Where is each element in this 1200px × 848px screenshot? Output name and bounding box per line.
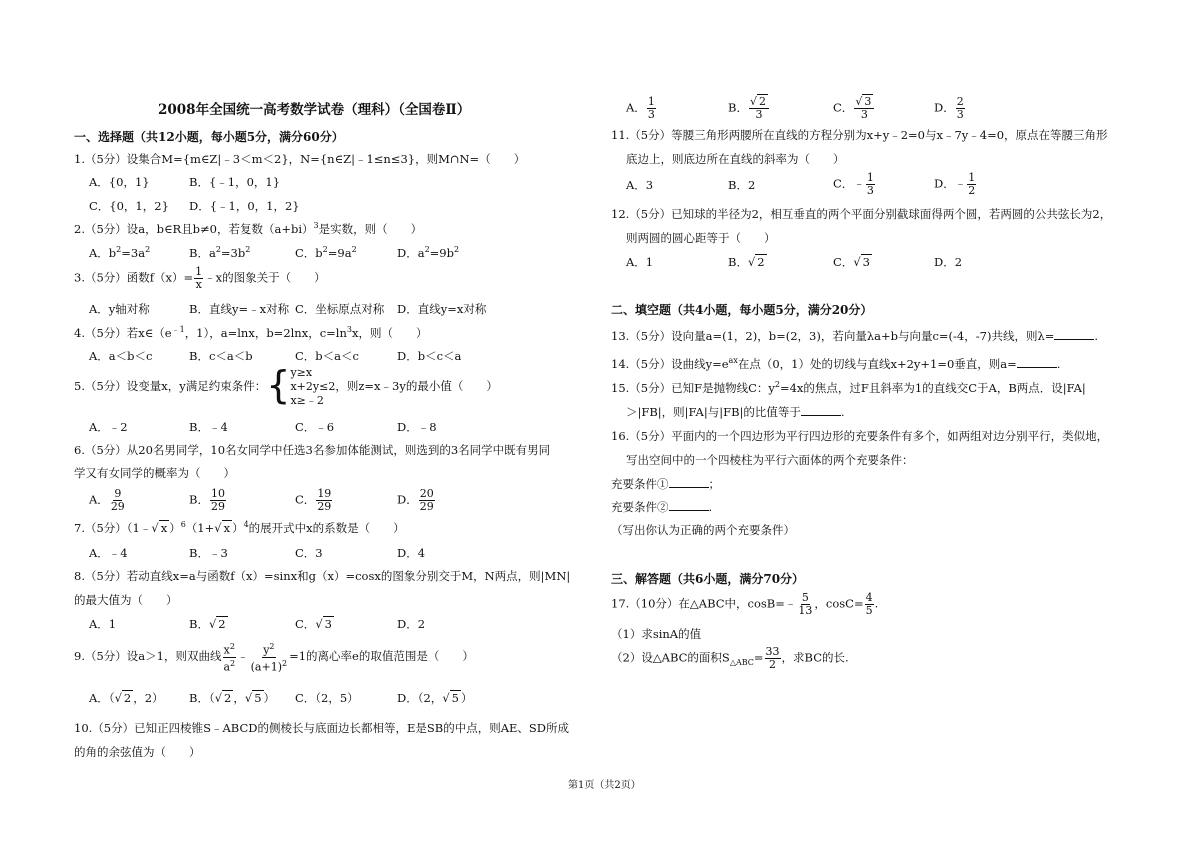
q3-option-a[interactable]: A．y轴对称 bbox=[89, 302, 150, 316]
question-13: 13.（5分）设向量a=(1，2)，b=(2，3)，若向量λa+b与向量c=(-4，-7)共线，则λ= . bbox=[611, 329, 1099, 343]
q10-option-b[interactable]: B． $\frac{√ 2}{3}$ bbox=[728, 96, 770, 121]
q14-answer-blank[interactable] bbox=[1017, 356, 1057, 368]
sqrt-x: √ x bbox=[151, 521, 168, 535]
q7-option-b[interactable]: B．﹣3 bbox=[189, 546, 228, 560]
section-choice-header: 一、选择题（共12小题，每小题5分，满分60分） bbox=[74, 130, 344, 144]
q4-option-d[interactable]: D．b＜c＜a bbox=[397, 349, 462, 363]
q2-option-c[interactable]: C．$b^2=9a^2$ bbox=[295, 245, 357, 260]
q8-option-c[interactable]: C．√ 3 bbox=[295, 617, 332, 631]
q16-condition-1: 充要条件① ； bbox=[611, 477, 720, 491]
q11-option-a[interactable]: A．3 bbox=[626, 178, 654, 192]
q1-option-b[interactable]: B．{﹣1，0，1} bbox=[189, 175, 281, 189]
question-17: 17.（10分）在△ABC中，cosB=﹣ $\frac{5}{13}$ ，cosC= $\frac{4}{5}$ . bbox=[611, 591, 879, 617]
question-16-line2: 写出空间中的一个四棱柱为平行六面体的两个充要条件： bbox=[626, 453, 914, 467]
question-14: 14.（5分）设曲线$y=e^{ax}$在点（0，1）处的切线与直线x+2y+1=0垂直，则a= . bbox=[611, 356, 1061, 371]
q13-answer-blank[interactable] bbox=[1054, 328, 1094, 340]
q7-option-a[interactable]: A．﹣4 bbox=[89, 546, 128, 560]
question-11-line2: 底边上，则底边所在直线的斜率为（ ） bbox=[626, 152, 845, 166]
question-6-line1: 6.（5分）从20名男同学，10名女同学中任选3名参加体能测试，则选到的3名同学中既有男同 bbox=[74, 443, 551, 457]
question-8-line2: 的最大值为（ ） bbox=[74, 593, 178, 607]
q2-option-b[interactable]: B．$a^2=3b^2$ bbox=[189, 245, 251, 260]
page-title: 2008年全国统一高考数学试卷（理科）（全国卷Ⅱ） bbox=[158, 102, 471, 118]
question-4: 4.（5分）若$x\in(e^{﹣1}$，1），a=lnx，b=2lnx，$c=\ln^3x$，则（ ） bbox=[74, 325, 428, 340]
q4-option-b[interactable]: B．c＜a＜b bbox=[189, 349, 253, 363]
q15-answer-blank[interactable] bbox=[801, 404, 841, 416]
q12-option-a[interactable]: A．1 bbox=[626, 255, 654, 269]
question-15-line2: ＞|FB|，则|FA|与|FB|的比值等于 . bbox=[626, 405, 845, 419]
q9-option-b[interactable]: B．（√ 2 ，√ 5 ） bbox=[189, 691, 276, 705]
q5-option-d[interactable]: D．﹣8 bbox=[397, 420, 437, 434]
q10-option-d[interactable]: D． $\frac{2}{3}$ bbox=[934, 95, 964, 121]
q6-option-a[interactable]: A． $\frac{9}{29}$ bbox=[89, 487, 125, 513]
q16-note: （写出你认为正确的两个充要条件） bbox=[611, 523, 795, 537]
q8-option-a[interactable]: A．1 bbox=[89, 617, 117, 631]
q5-option-b[interactable]: B．﹣4 bbox=[189, 420, 228, 434]
question-12-line1: 12.（5分）已知球的半径为2，相互垂直的两个平面分别截球面得两个圆，若两圆的公共弦长为2， bbox=[611, 207, 1112, 221]
q8-option-b[interactable]: B．√ 2 bbox=[189, 617, 226, 631]
question-8-line1: 8.（5分）若动直线x=a与函数f（x）=sinx和g（x）=cosx的图象分别交于M，N两点，则|MN| bbox=[74, 569, 571, 583]
q3-option-b[interactable]: B．直线y=﹣x对称 bbox=[189, 302, 290, 316]
q1-option-d[interactable]: D．{﹣1，0，1，2} bbox=[189, 199, 300, 213]
question-10-line2: 的角的余弦值为（ ） bbox=[74, 745, 201, 759]
q10-option-a[interactable]: A． $\frac{1}{3}$ bbox=[626, 95, 655, 121]
q5-option-a[interactable]: A．﹣2 bbox=[89, 420, 128, 434]
q17-part-2: （2）设△ABC的面积$S_{\triangle ABC}=$ $\frac{33}{2}$ ，求BC的长. bbox=[611, 645, 849, 671]
q17-part-1: （1）求sinA的值 bbox=[611, 627, 702, 641]
q3-option-c[interactable]: C．坐标原点对称 bbox=[295, 302, 385, 316]
question-16-line1: 16.（5分）平面内的一个四边形为平行四边形的充要条件有多个，如两组对边分别平行，类似地， bbox=[611, 429, 1109, 443]
q6-option-b[interactable]: B． $\frac{10}{29}$ bbox=[189, 487, 225, 513]
q6-option-c[interactable]: C． $\frac{19}{29}$ bbox=[295, 487, 332, 513]
q5-option-c[interactable]: C．﹣6 bbox=[295, 420, 335, 434]
section-fill-header: 二、填空题（共4小题，每小题5分，满分20分） bbox=[611, 303, 873, 317]
q1-option-a[interactable]: A．{0，1} bbox=[89, 175, 150, 189]
question-2: 2.（5分）设a，b∈R且b≠0，若复数$(a+bi)^3$是实数，则（ ） bbox=[74, 221, 423, 236]
q9-option-d[interactable]: D．（2，√ 5 ） bbox=[397, 691, 473, 705]
q7-option-c[interactable]: C．3 bbox=[295, 546, 323, 560]
q9-option-c[interactable]: C．（2，5） bbox=[295, 691, 359, 705]
question-1: 1.（5分）设集合M={m∈Z|﹣3＜m＜2}，N={n∈Z|﹣1≤n≤3}，则M∩N=（ ） bbox=[74, 152, 526, 166]
q1-option-c[interactable]: C．{0，1，2} bbox=[89, 199, 169, 213]
q2-option-d[interactable]: D．$a^2=9b^2$ bbox=[397, 245, 460, 260]
q2-option-a[interactable]: A．$b^2=3a^2$ bbox=[89, 245, 151, 260]
question-12-line2: 则两圆的圆心距等于（ ） bbox=[626, 231, 776, 245]
q16-answer-blank-1[interactable] bbox=[669, 476, 709, 488]
q4-option-c[interactable]: C．b＜a＜c bbox=[295, 349, 359, 363]
question-5: 5.（5分）设变量x，y满足约束条件： { y≥x x+2y≤2 x≥﹣2 ，则z=x﹣3y的最小值（ ） bbox=[74, 363, 498, 407]
question-7: 7.（5分）（1﹣√ x ）$^6$（1+√ x ）$^4$的展开式中x的系数是（ ） bbox=[74, 520, 405, 535]
q11-option-b[interactable]: B．2 bbox=[728, 178, 756, 192]
q7-option-d[interactable]: D．4 bbox=[397, 546, 426, 560]
q16-condition-2: 充要条件② . bbox=[611, 500, 713, 514]
q12-option-b[interactable]: B．√ 2 bbox=[728, 255, 765, 269]
question-6-line2: 学又有女同学的概率为（ ） bbox=[74, 466, 235, 480]
q12-option-c[interactable]: C．√ 3 bbox=[833, 255, 870, 269]
question-3: 3.（5分）函数f（x）= $\frac{1}{x}$ ﹣x的图象关于（ ） bbox=[74, 265, 326, 291]
question-11-line1: 11.（5分）等腰三角形两腰所在直线的方程分别为x+y﹣2=0与x﹣7y﹣4=0，原点在等腰三角形 bbox=[611, 128, 1108, 142]
q11-option-d[interactable]: D．﹣ $\frac{1}{2}$ bbox=[934, 171, 976, 197]
question-10-line1: 10.（5分）已知正四棱锥S﹣ABCD的侧棱长与底面边长都相等，E是SB的中点，则AE、SD所成 bbox=[74, 721, 569, 735]
section-solve-header: 三、解答题（共6小题，满分70分） bbox=[611, 572, 805, 586]
constraint-system: { y≥x x+2y≤2 x≥﹣2 bbox=[266, 363, 336, 407]
q6-option-d[interactable]: D． $\frac{20}{29}$ bbox=[397, 487, 434, 513]
q4-option-a[interactable]: A．a＜b＜c bbox=[89, 349, 153, 363]
q10-option-c[interactable]: C． $\frac{√ 3}{3}$ bbox=[833, 96, 875, 121]
q9-option-a[interactable]: A．（√ 2 ，2） bbox=[89, 691, 164, 705]
q3-option-d[interactable]: D．直线y=x对称 bbox=[397, 302, 487, 316]
question-15-line1: 15.（5分）已知F是抛物线C：$y^2=4x$的焦点，过F且斜率为1的直线交C于A，B两点．设|FA| bbox=[611, 380, 1086, 395]
q8-option-d[interactable]: D．2 bbox=[397, 617, 426, 631]
question-9: 9.（5分）设a＞1，则双曲线 $\frac{x^2}{a^2}$ ﹣ $\frac{y^2}{(a+1)^2}$ =1的离心率e的取值范围是（ ） bbox=[74, 642, 474, 674]
q12-option-d[interactable]: D．2 bbox=[934, 255, 963, 269]
q16-answer-blank-2[interactable] bbox=[669, 499, 709, 511]
page-footer: 第1页（共2页） bbox=[568, 780, 641, 791]
q11-option-c[interactable]: C．﹣ $\frac{1}{3}$ bbox=[833, 171, 874, 197]
